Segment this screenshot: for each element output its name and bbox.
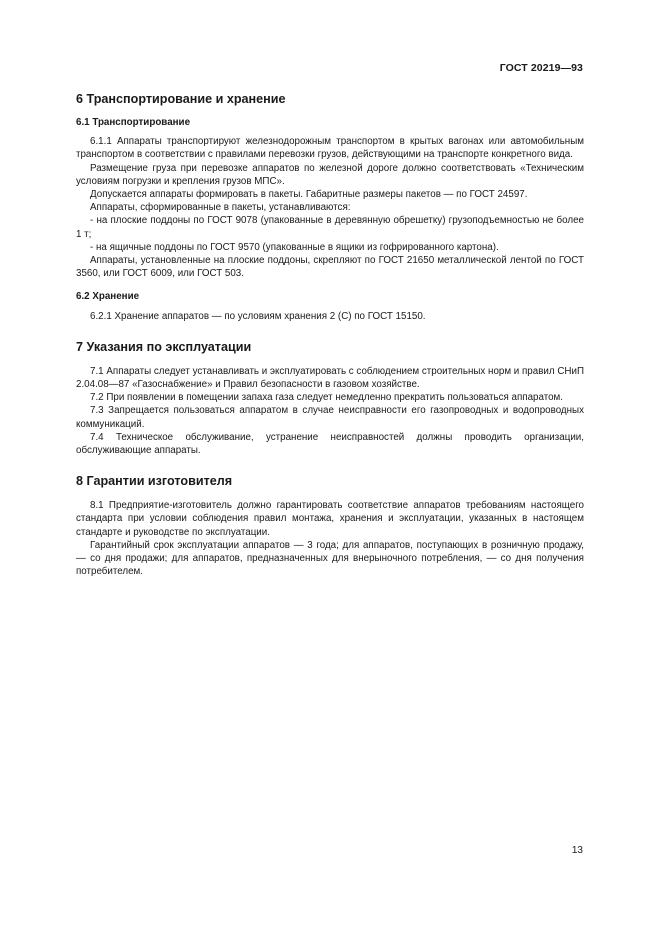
paragraph: Размещение груза при перевозке аппаратов по железной дороге должно соответствовать «Техническим условиям погрузки и крепления грузов МПС».: [76, 162, 584, 187]
paragraph: 6.1.1 Аппараты транспортируют железнодорожным транспортом в крытых вагонах или автомобильным транспортом в соответствии с правилами перевозки грузов, действующими на транспорте конкретного вида.: [76, 136, 584, 161]
paragraph: 7.2 При появлении в помещении запаха газа следует немедленно прекратить пользоваться аппаратом.: [90, 392, 563, 404]
paragraph: 6.2.1 Хранение аппаратов — по условиям хранения 2 (С) по ГОСТ 15150.: [90, 310, 426, 322]
paragraph: 7.3 Запрещается пользоваться аппаратом в случае неисправности его газопроводных и водопроводных коммуникаций.: [76, 405, 584, 430]
section-8: [76, 473, 584, 578]
subsection-6-1-title: 6.1 Транспортирование: [76, 117, 191, 128]
section-6: [76, 91, 584, 323]
paragraph: Гарантийный срок эксплуатации аппаратов — 3 года; для аппаратов, поступающих в розничную продажу, — со дня продажи; для аппаратов, предназначенных для внерыночного потребления, — со дня получения потребителем.: [76, 539, 584, 578]
section-7: [76, 339, 584, 457]
paragraph: Допускается аппараты формировать в пакеты. Габаритные размеры пакетов — по ГОСТ 24597.: [90, 189, 528, 201]
paragraph: 7.1 Аппараты следует устанавливать и эксплуатировать с соблюдением строительных норм и правил СНиП 2.04.08—87 «Газоснабжение» и Правил безопасности в газовом хозяйстве.: [76, 365, 584, 391]
section-7-title: 7 Указания по эксплуатации: [76, 339, 252, 354]
section-8-title: 8 Гарантии изготовителя: [76, 474, 233, 489]
page-content: [76, 91, 584, 578]
list-item: - на ящичные поддоны по ГОСТ 9570 (упакованные в ящики из гофрированного картона).: [90, 241, 499, 253]
paragraph: 8.1 Предприятие-изготовитель должно гарантировать соответствие аппаратов требованиям настоящего стандарта при условии соблюдения правил монтажа, хранения и эксплуатации, указанных в настоящем стандарте и руководстве по эксплуатации.: [76, 500, 584, 538]
document-code: ГОСТ 20219—93: [499, 62, 583, 74]
section-6-title: 6 Транспортирование и хранение: [76, 92, 286, 106]
page-number: 13: [571, 845, 583, 856]
paragraph: Аппараты, установленные на плоские поддоны, скрепляют по ГОСТ 21650 металлической лентой по ГОСТ 3560, или ГОСТ 6009, или ГОСТ 503.: [76, 255, 584, 280]
paragraph: Аппараты, сформированные в пакеты, устанавливаются:: [90, 202, 351, 214]
list-item: - на плоские поддоны по ГОСТ 9078 (упакованные в деревянную обрешетку) грузоподъемностью не более 1 т;: [76, 215, 584, 240]
paragraph: 7.4 Техническое обслуживание, устранение неисправностей должны проводить организации, обслуживающие аппараты.: [76, 431, 584, 457]
subsection-6-2-title: 6.2 Хранение: [76, 291, 140, 303]
